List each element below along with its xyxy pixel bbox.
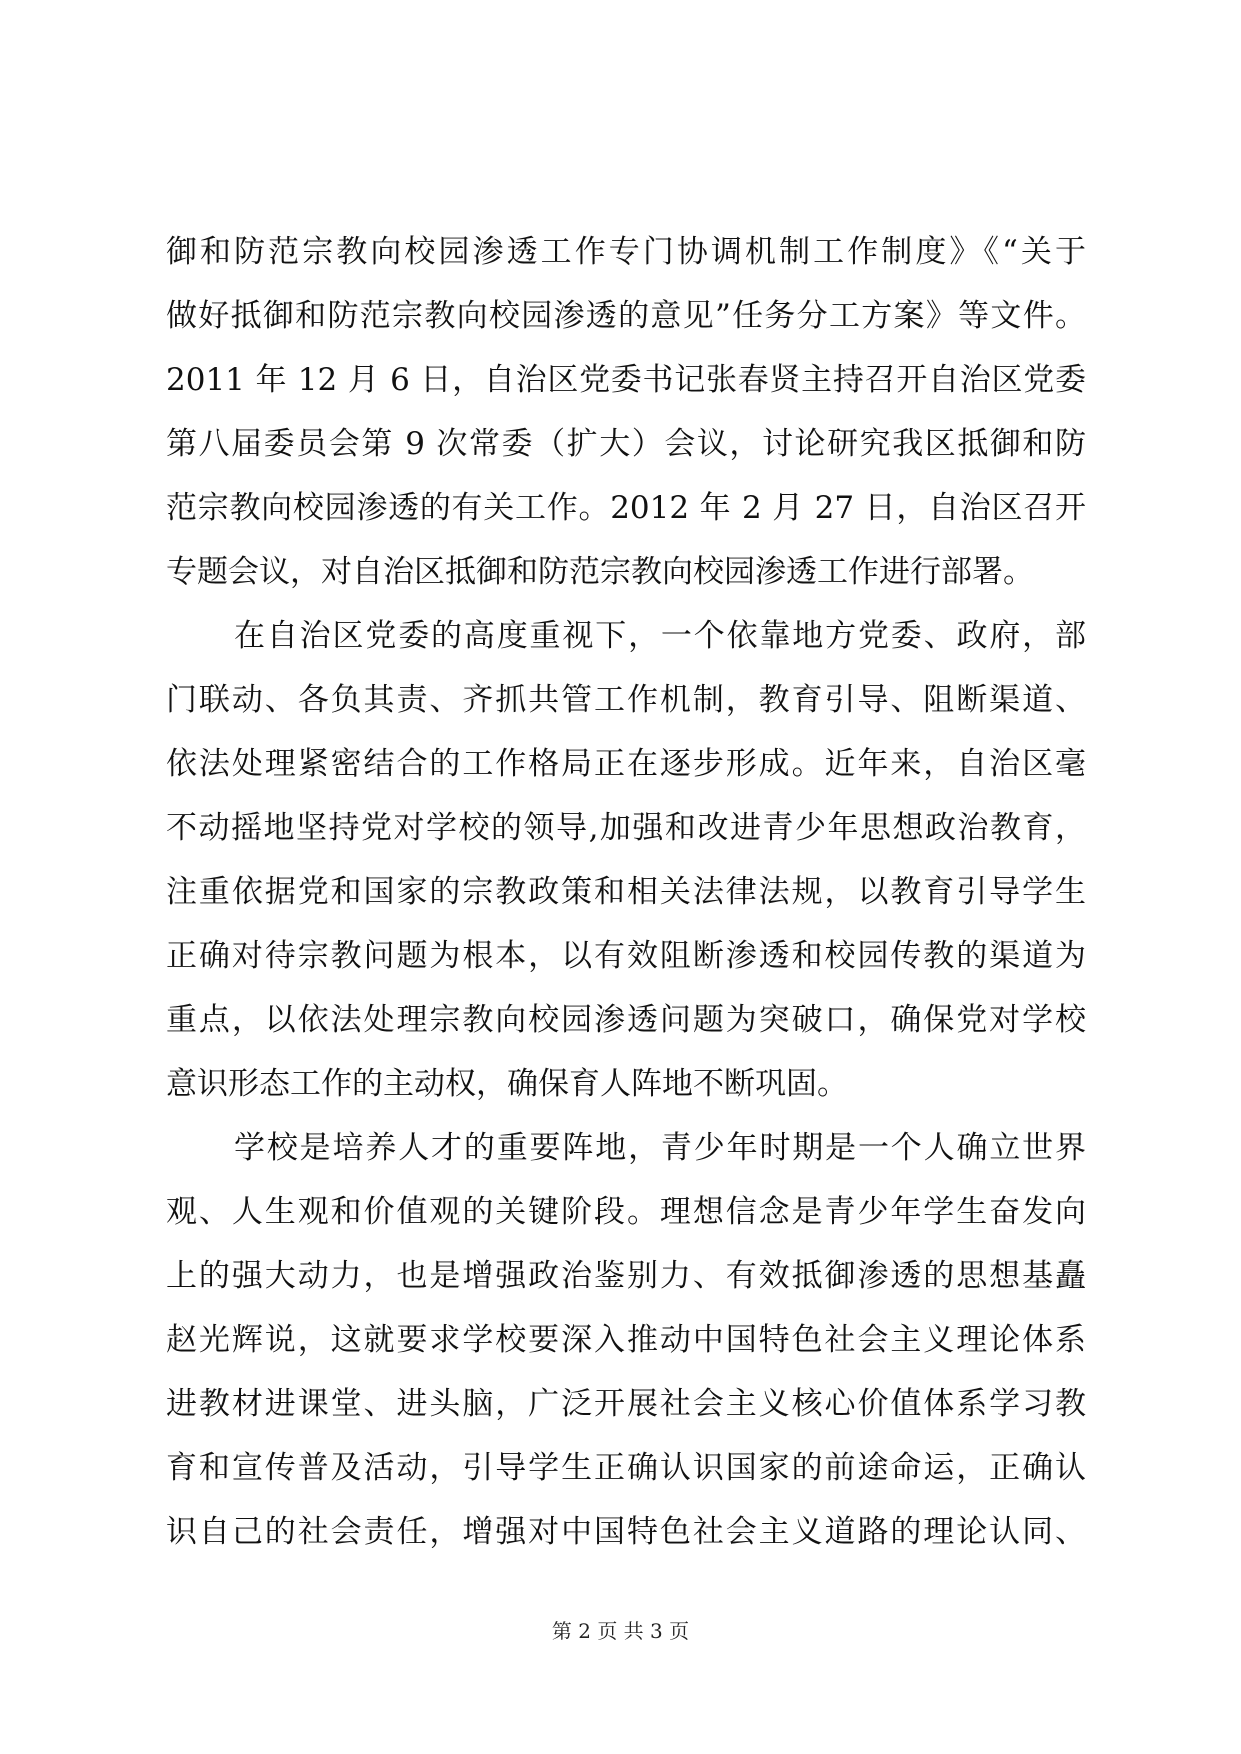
text-line: 观、人生观和价值观的关键阶段。理想信念是青少年学生奋发向 bbox=[166, 1194, 1086, 1230]
paragraph-start-line: 在自治区党委的高度重视下，一个依靠地方党委、政府，部 bbox=[234, 618, 1086, 654]
document-body bbox=[166, 220, 1086, 1564]
text-line: 注重依据党和国家的宗教政策和相关法律法规，以教育引导学生 bbox=[166, 874, 1086, 910]
text-line: 做好抵御和防范宗教向校园渗透的意见”任务分工方案》等文件。 bbox=[166, 298, 1086, 334]
text-line: 御和防范宗教向校园渗透工作专门协调机制工作制度》《“关于 bbox=[166, 234, 1086, 270]
text-line: 依法处理紧密结合的工作格局正在逐步形成。近年来，自治区毫 bbox=[166, 746, 1086, 782]
text-line: 正确对待宗教问题为根本，以有效阻断渗透和校园传教的渠道为 bbox=[166, 938, 1086, 974]
text-line: 进教材进课堂、进头脑，广泛开展社会主义核心价值体系学习教 bbox=[166, 1386, 1086, 1422]
paragraph-start-line: 学校是培养人才的重要阵地，青少年时期是一个人确立世界 bbox=[234, 1130, 1086, 1166]
text-line: 上的强大动力，也是增强政治鉴别力、有效抵御渗透的思想基矗 bbox=[166, 1258, 1086, 1294]
text-line: 第八届委员会第 9 次常委（扩大）会议，讨论研究我区抵御和防 bbox=[166, 426, 1086, 462]
text-line: 门联动、各负其责、齐抓共管工作机制，教育引导、阻断渠道、 bbox=[166, 682, 1086, 718]
text-line: 育和宣传普及活动，引导学生正确认识国家的前途命运，正确认 bbox=[166, 1450, 1086, 1486]
text-line: 范宗教向校园渗透的有关工作。2012 年 2 月 27 日，自治区召开 bbox=[166, 490, 1086, 526]
text-line: 专题会议，对自治区抵御和防范宗教向校园渗透工作进行部署。 bbox=[166, 554, 1034, 590]
text-line: 2011 年 12 月 6 日，自治区党委书记张春贤主持召开自治区党委 bbox=[166, 362, 1086, 398]
text-line: 赵光辉说，这就要求学校要深入推动中国特色社会主义理论体系 bbox=[166, 1322, 1086, 1358]
page-number-footer: 第 2 页 共 3 页 bbox=[551, 1619, 690, 1643]
text-line: 重点，以依法处理宗教向校园渗透问题为突破口，确保党对学校 bbox=[166, 1002, 1086, 1038]
text-line: 识自己的社会责任，增强对中国特色社会主义道路的理论认同、 bbox=[166, 1514, 1086, 1550]
text-line: 不动摇地坚持党对学校的领导,加强和改进青少年思想政治教育， bbox=[166, 810, 1086, 846]
text-line: 意识形态工作的主动权，确保育人阵地不断巩固。 bbox=[166, 1066, 848, 1102]
